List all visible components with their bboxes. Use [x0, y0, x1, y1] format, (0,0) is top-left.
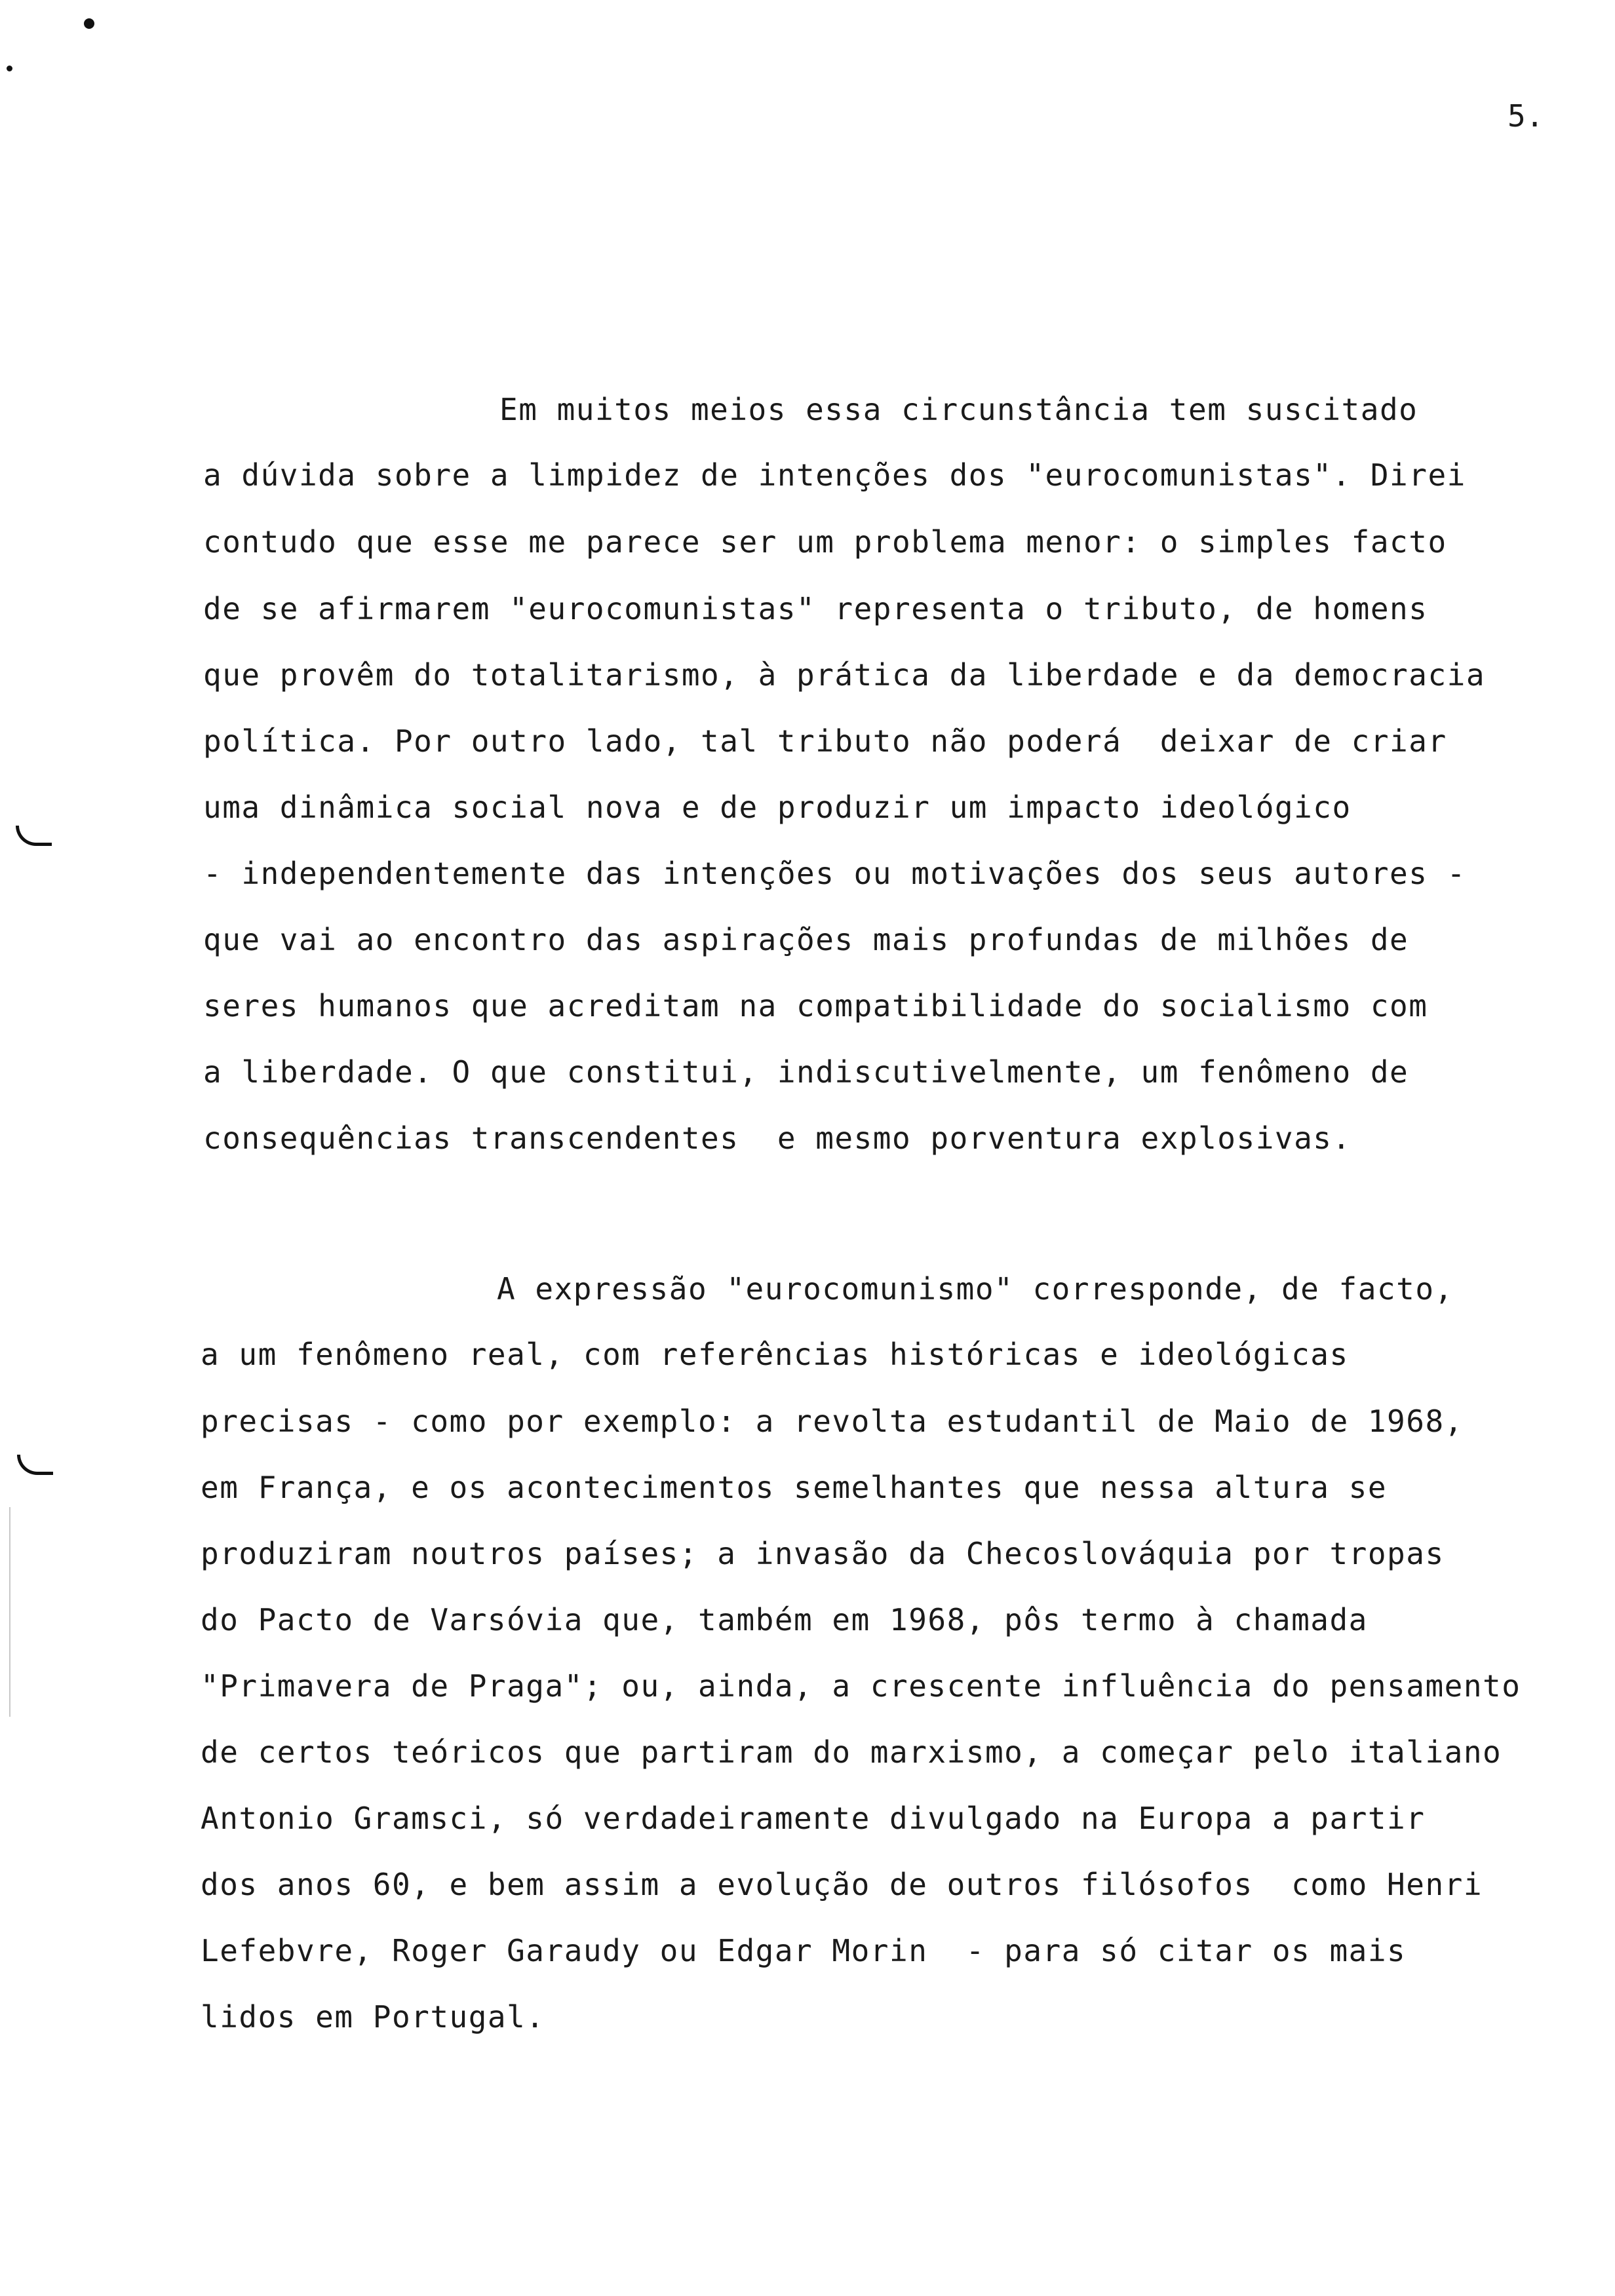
paragraph-1-line-10: seres humanos que acreditam na compatibilidade do socialismo com — [203, 988, 1428, 1024]
paragraph-2-line-3: precisas - como por exemplo: a revolta estudantil de Maio de 1968, — [201, 1404, 1464, 1439]
paragraph-1-line-2: a dúvida sobre a limpidez de intenções dos "eurocomunistas". Direi — [203, 457, 1466, 493]
paragraph-2-line-10: dos anos 60, e bem assim a evolução de outros filósofos como Henri — [201, 1867, 1483, 1902]
binder-hook-mark-upper — [16, 826, 52, 846]
page-number: 5. — [1508, 98, 1544, 134]
paragraph-1-line-4: de se afirmarem "eurocomunistas" representa o tributo, de homens — [203, 591, 1428, 626]
paragraph-2-line-1: A expressão "eurocomunismo" corresponde, de facto, — [497, 1271, 1454, 1307]
paragraph-2-line-5: produziram noutros países; a invasão da Checoslováquia por tropas — [201, 1536, 1445, 1571]
paragraph-1-line-11: a liberdade. O que constitui, indiscutivelmente, um fenômeno de — [203, 1054, 1409, 1090]
paragraph-2-line-12: lidos em Portugal. — [201, 1999, 545, 2035]
scan-speck-left-small — [7, 66, 12, 71]
paragraph-2-line-2: a um fenômeno real, com referências históricas e ideológicas — [201, 1337, 1349, 1372]
scan-speck-top-left — [84, 18, 94, 29]
paragraph-2-line-8: de certos teóricos que partiram do marxismo, a começar pelo italiano — [201, 1734, 1502, 1770]
paragraph-2-line-9: Antonio Gramsci, só verdadeiramente divulgado na Europa a partir — [201, 1801, 1426, 1836]
binder-hook-mark-lower — [17, 1455, 53, 1475]
paragraph-1-line-7: uma dinâmica social nova e de produzir um impacto ideológico — [203, 790, 1352, 825]
paragraph-1-line-9: que vai ao encontro das aspirações mais profundas de milhões de — [203, 922, 1409, 957]
paragraph-1-line-5: que provêm do totalitarismo, à prática da liberdade e da democracia — [203, 657, 1486, 693]
paragraph-1-line-3: contudo que esse me parece ser um problema menor: o simples facto — [203, 524, 1447, 560]
scan-edge-shadow — [9, 1507, 10, 1717]
paragraph-1-line-12: consequências transcendentes e mesmo porventura explosivas. — [203, 1120, 1352, 1156]
paragraph-2-line-4: em França, e os acontecimentos semelhantes que nessa altura se — [201, 1470, 1388, 1505]
paragraph-2-line-7: "Primavera de Praga"; ou, ainda, a crescente influência do pensamento — [201, 1668, 1521, 1704]
paragraph-1-line-6: política. Por outro lado, tal tributo não poderá deixar de criar — [203, 723, 1447, 759]
paragraph-2-line-11: Lefebvre, Roger Garaudy ou Edgar Morin - para só citar os mais — [201, 1933, 1407, 1968]
paragraph-1-line-8: - independentemente das intenções ou motivações dos seus autores - — [203, 856, 1466, 891]
paragraph-1-line-1: Em muitos meios essa circunstância tem suscitado — [499, 392, 1418, 427]
paragraph-2-line-6: do Pacto de Varsóvia que, também em 1968, pôs termo à chamada — [201, 1602, 1368, 1637]
